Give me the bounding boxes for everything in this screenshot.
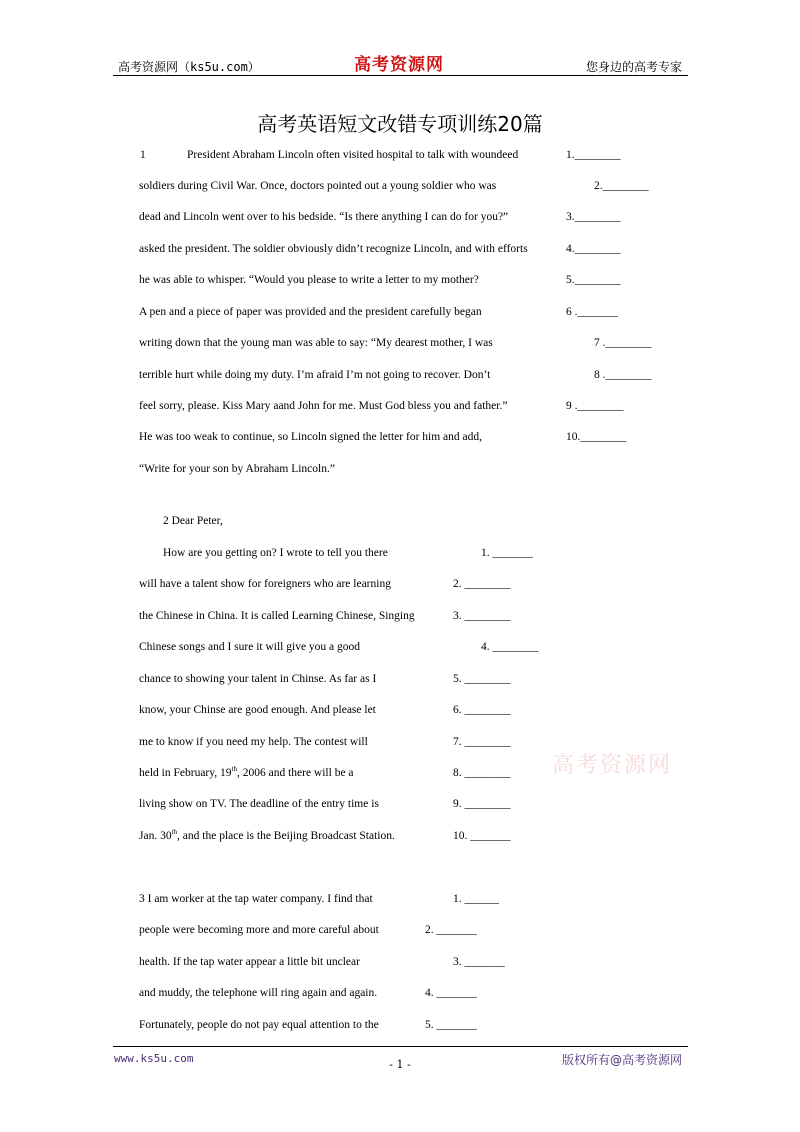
section-1-line: writing down that the young man was able to say: “My dearest mother, I was [139,337,493,349]
section-3-line: and muddy, the telephone will ring again and again. [139,987,378,999]
section-1-line: A pen and a piece of paper was provided and the president carefully began [139,306,482,318]
answer-blank[interactable]: 4.________ [566,243,621,255]
section-2-line-last-b: , and the place is the Beijing Broadcast Station. [177,830,395,842]
answer-blank[interactable]: 9. ________ [453,798,511,810]
section-2-line: will have a talent show for foreigners who are learning [139,578,391,590]
answer-blank[interactable]: 8 .________ [594,369,652,381]
ordinal-suffix: th [171,828,178,837]
section-2-line: Chinese songs and I sure it will give you a good [139,641,361,653]
section-1-line: he was able to whisper. “Would you please to write a letter to my mother? [139,274,479,286]
section-1-line: feel sorry, please. Kiss Mary aand John for me. Must God bless you and father.” [139,400,508,412]
section-1-line: terrible hurt while doing my duty. I’m afraid I’m not going to recover. Don’t [139,369,491,381]
answer-blank[interactable]: 1. ______ [453,893,499,905]
section-2-line-date [139,767,354,779]
answer-blank[interactable]: 4. ________ [481,641,539,653]
section-3-line: 3 I am worker at the tap water company. I find that [139,893,373,905]
answer-blank[interactable]: 5. _______ [425,1019,477,1031]
section-3-line: people were becoming more and more careful about [139,924,379,936]
answer-blank[interactable]: 7. ________ [453,736,511,748]
answer-blank[interactable]: 2. ________ [453,578,511,590]
answer-blank[interactable]: 2. _______ [425,924,477,936]
header-rule [113,75,688,76]
answer-blank[interactable]: 10.________ [566,431,627,443]
answer-blank[interactable]: 5.________ [566,274,621,286]
section-2-line: living show on TV. The deadline of the entry time is [139,798,379,810]
answer-blank[interactable]: 6 ._______ [566,306,618,318]
section-1-line: asked the president. The soldier obviously didn’t recognize Lincoln, and with efforts [139,243,528,255]
answer-blank[interactable]: 1.________ [566,149,621,161]
section-1-line: soldiers during Civil War. Once, doctors pointed out a young soldier who was [139,180,497,192]
header-slogan: 您身边的高考专家 [586,60,683,74]
section-2-line-date-b: , 2006 and there will be a [236,767,354,779]
answer-blank[interactable]: 6. ________ [453,704,511,716]
section-1-line: dead and Lincoln went over to his bedside. “Is there anything I can do for you?” [139,211,509,223]
answer-blank[interactable]: 7 .________ [594,337,652,349]
header-site-name: 高考资源网（ks5u.com） [118,60,260,74]
section-2-line-last-a: Jan. 30 [139,830,172,842]
page-title: 高考英语短文改错专项训练20篇 [257,112,543,136]
ordinal-suffix: th [231,765,237,774]
section-3-line: health. If the tap water appear a little bit unclear [139,956,360,968]
section-1-line: He was too weak to continue, so Lincoln signed the letter for him and add, [139,431,482,443]
section-2-line-date-a: held in February, 19 [139,767,232,779]
section-2-line: the Chinese in China. It is called Learning Chinese, Singing [139,610,415,622]
page-number: - 1 - [389,1058,411,1071]
section-1-number: 1 [140,149,146,161]
answer-blank[interactable]: 3.________ [566,211,621,223]
section-2-salutation: 2 Dear Peter, [163,515,223,527]
section-2-line: chance to showing your talent in Chinse. As far as I [139,673,377,685]
answer-blank[interactable]: 4. _______ [425,987,477,999]
section-3-line: Fortunately, people do not pay equal attention to the [139,1019,379,1031]
footer-copyright: 版权所有@高考资源网 [562,1053,683,1067]
answer-blank[interactable]: 3. _______ [453,956,505,968]
answer-blank[interactable]: 2.________ [594,180,649,192]
site-logo: 高考资源网 [354,55,444,75]
answer-blank[interactable]: 5. ________ [453,673,511,685]
section-1-line: President Abraham Lincoln often visited hospital to talk with woundeed [187,149,519,161]
answer-blank[interactable]: 3. ________ [453,610,511,622]
answer-blank[interactable]: 1. _______ [481,547,533,559]
answer-blank[interactable]: 10. _______ [453,830,511,842]
answer-blank[interactable]: 8. ________ [453,767,511,779]
section-2-line: How are you getting on? I wrote to tell you there [163,547,388,559]
footer-rule [113,1046,688,1047]
section-1-line: “Write for your son by Abraham Lincoln.” [139,463,335,475]
watermark: 高考资源网 [552,753,673,778]
section-2-line-last [139,830,395,842]
answer-blank[interactable]: 9 .________ [566,400,624,412]
footer-url-link[interactable]: www.ks5u.com [114,1052,194,1065]
section-2-line: know, your Chinse are good enough. And please let [139,704,376,716]
section-2-line: me to know if you need my help. The contest will [139,736,368,748]
